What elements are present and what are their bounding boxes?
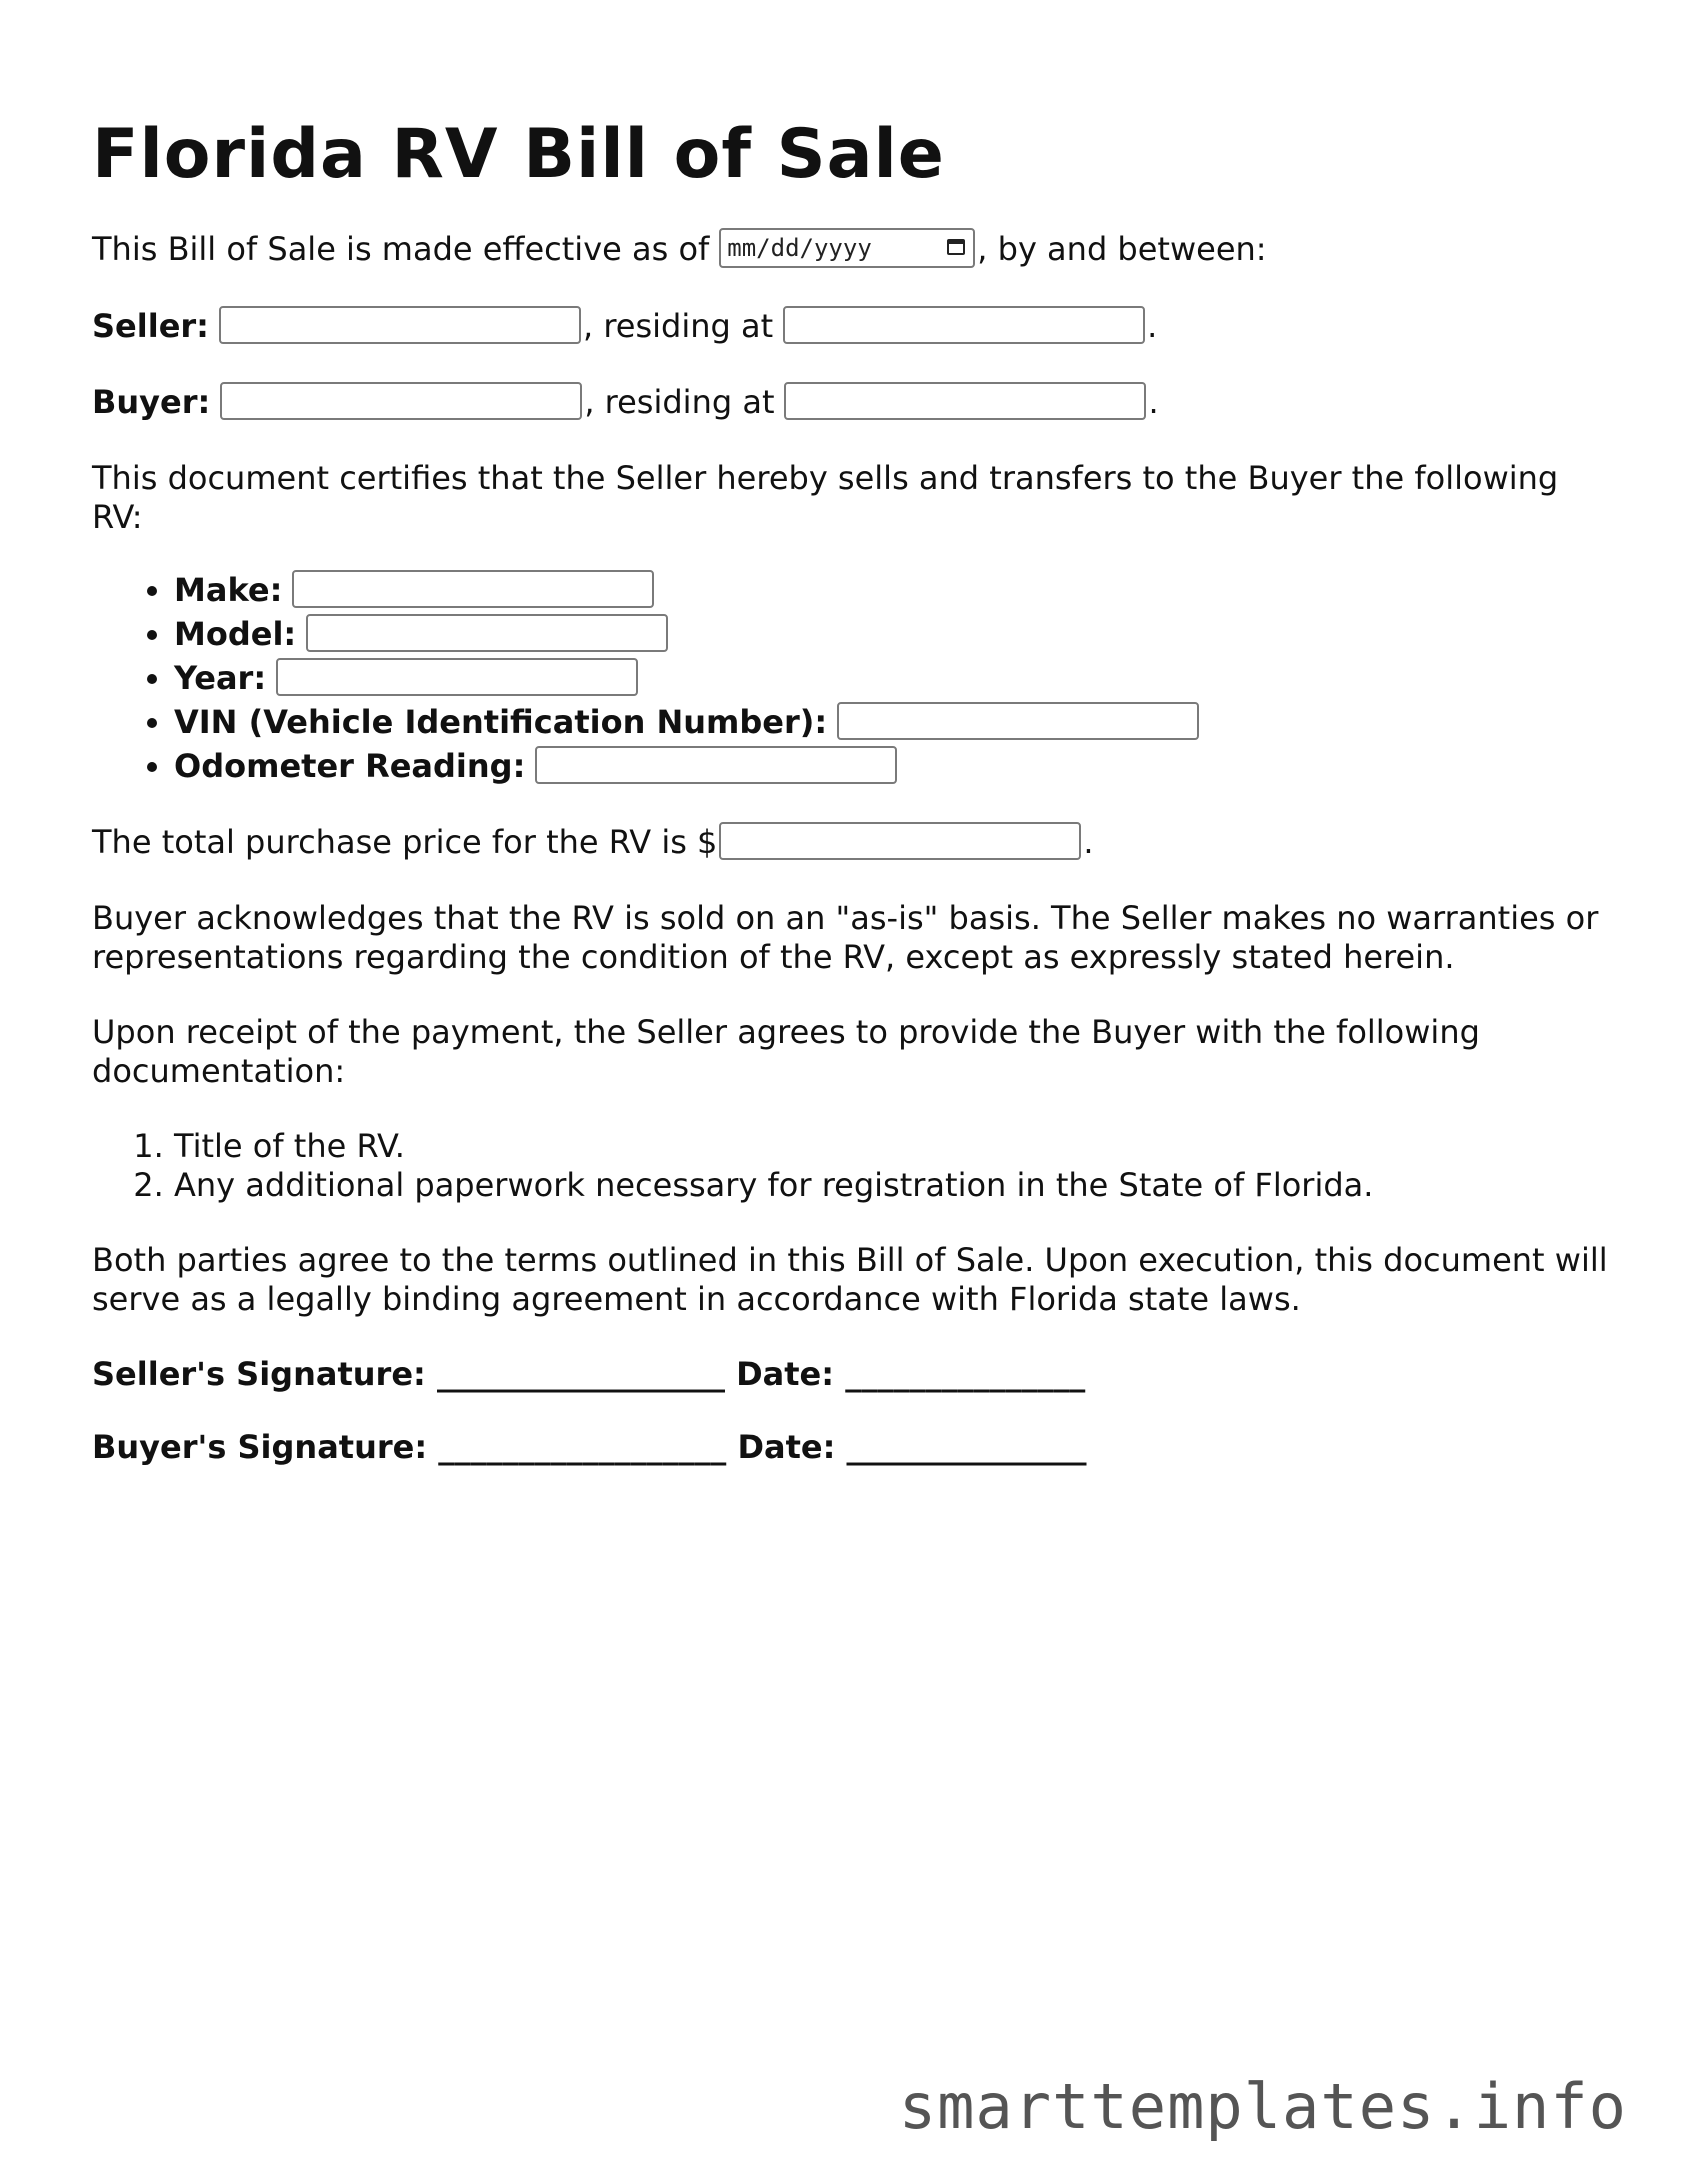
list-item: [174, 659, 1612, 699]
buyer-name-input[interactable]: [220, 382, 582, 420]
buyer-label: Buyer:: [92, 383, 211, 421]
price-line: [92, 823, 1612, 863]
calendar-icon[interactable]: [947, 239, 965, 255]
date-placeholder: mm/dd/yyyy: [727, 234, 872, 262]
odometer-label: Odometer Reading:: [174, 747, 526, 785]
seller-address-input[interactable]: [783, 306, 1145, 344]
seller-name-input[interactable]: [219, 306, 581, 344]
model-label: Model:: [174, 615, 297, 653]
intro-text: This Bill of Sale is made effective as of: [92, 230, 710, 268]
page-title: Florida RV Bill of Sale: [92, 115, 945, 194]
model-input[interactable]: [306, 614, 668, 652]
agreement-paragraph: Both parties agree to the terms outlined in this Bill of Sale. Upon execution, this document will serve as a legally binding agreement in accordance with Florida state laws.: [92, 1241, 1608, 1318]
intro-paragraph: [92, 230, 1612, 271]
documentation-paragraph: Upon receipt of the payment, the Seller agrees to provide the Buyer with the following documentation:: [92, 1013, 1480, 1090]
year-input[interactable]: [276, 658, 638, 696]
buyer-line-end: .: [1148, 383, 1159, 421]
vin-label: VIN (Vehicle Identification Number):: [174, 703, 828, 741]
make-label: Make:: [174, 571, 283, 609]
price-input[interactable]: [719, 822, 1081, 860]
list-item: [174, 571, 1612, 611]
buyer-residing-text: , residing at: [584, 383, 775, 421]
list-item: [174, 747, 1612, 787]
price-line-end: .: [1083, 823, 1094, 861]
effective-date-input[interactable]: [719, 228, 975, 268]
buyer-signature-line: Buyer's Signature: __________________ Date: _______________: [92, 1428, 1087, 1466]
intro-text-after: , by and between:: [977, 230, 1267, 268]
document-page: [92, 110, 1612, 1501]
rv-details-list: [92, 571, 1612, 787]
documentation-list: [92, 1127, 1612, 1205]
vin-input[interactable]: [837, 702, 1199, 740]
seller-line: [92, 307, 1612, 347]
list-item: [174, 615, 1612, 655]
buyer-address-input[interactable]: [784, 382, 1146, 420]
seller-line-end: .: [1147, 307, 1158, 345]
list-item: [174, 703, 1612, 743]
list-item: 2. Any additional paperwork necessary for registration in the State of Florida.: [174, 1166, 1612, 1205]
watermark: smarttemplates.info: [898, 2070, 1627, 2143]
buyer-line: [92, 383, 1612, 423]
year-label: Year:: [174, 659, 267, 697]
seller-label: Seller:: [92, 307, 209, 345]
odometer-input[interactable]: [535, 746, 897, 784]
price-text: The total purchase price for the RV is $: [92, 823, 718, 861]
certify-paragraph: This document certifies that the Seller hereby sells and transfers to the Buyer the following RV:: [92, 459, 1559, 536]
seller-residing-text: , residing at: [582, 307, 774, 345]
as-is-paragraph: Buyer acknowledges that the RV is sold on an "as-is" basis. The Seller makes no warranties or representations regarding the condition of the RV, except as expressly stated herein.: [92, 899, 1599, 976]
make-input[interactable]: [292, 570, 654, 608]
seller-signature-line: Seller's Signature: __________________ Date: _______________: [92, 1355, 1086, 1393]
list-item: 1. Title of the RV.: [174, 1127, 1612, 1166]
